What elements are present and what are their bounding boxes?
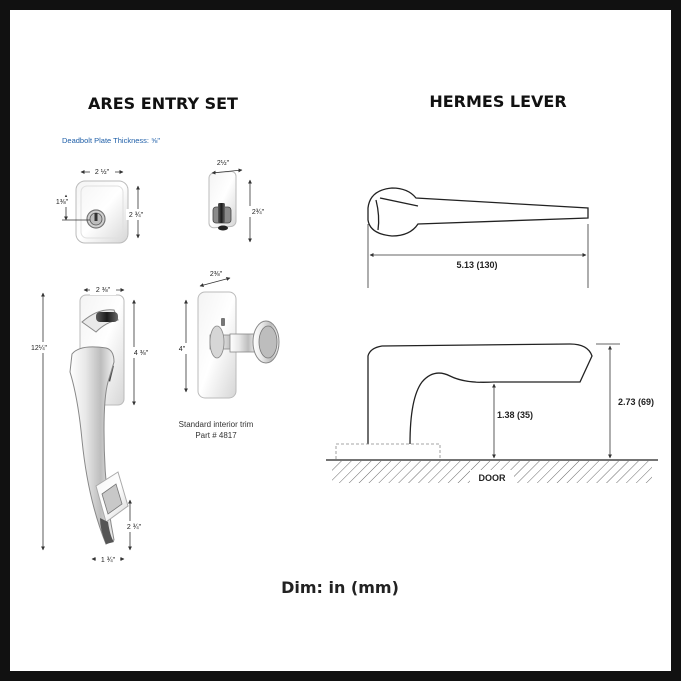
deadbolt-width-label: 2 ½" — [94, 169, 110, 176]
diagram-canvas — [10, 10, 671, 671]
ares-title: ARES ENTRY SET — [88, 94, 238, 113]
trim-caption-line-2: Part # 4817 — [195, 431, 237, 440]
trim-width-line — [200, 278, 230, 286]
trim-caption-line-1: Standard interior trim — [178, 420, 254, 429]
trim-width-label: 2⅜" — [209, 271, 223, 278]
deadbolt-height-label: 2 ¾" — [128, 212, 144, 219]
deadbolt-cylinder-offset-label: 1⅜" — [55, 199, 69, 206]
hermes-lever-side-view — [336, 344, 592, 460]
handle-bottom-height-label: 2 ¾" — [126, 524, 142, 531]
hermes-title: HERMES LEVER — [429, 92, 567, 111]
trim-height-label: 4" — [178, 346, 186, 353]
thumbturn-height-label: 2¾" — [251, 209, 265, 216]
length-label: 5.13 (130) — [456, 260, 498, 270]
thumbturn-width-label: 2½" — [216, 160, 230, 167]
handle-base-width-label: 1 ¾" — [100, 557, 116, 564]
handleset — [70, 295, 128, 544]
handle-width-label: 2 ⅜" — [95, 287, 111, 294]
interior-trim-knob — [198, 292, 279, 398]
door-label: DOOR — [478, 473, 506, 483]
handle-total-height-label: 12¼" — [30, 345, 48, 352]
deadbolt-plate — [76, 181, 128, 243]
dimension-units-note: Dim: in (mm) — [281, 578, 399, 597]
deadbolt-plate-note: Deadbolt Plate Thickness: ⅝" — [62, 136, 160, 145]
handle-top-height-label: 4 ⅜" — [133, 350, 149, 357]
thumbturn-plate — [209, 171, 236, 230]
rose-projection-label: 1.38 (35) — [496, 410, 534, 420]
total-projection-label: 2.73 (69) — [617, 397, 655, 407]
diagram-frame — [10, 10, 671, 671]
hermes-lever-top-view — [368, 188, 588, 236]
